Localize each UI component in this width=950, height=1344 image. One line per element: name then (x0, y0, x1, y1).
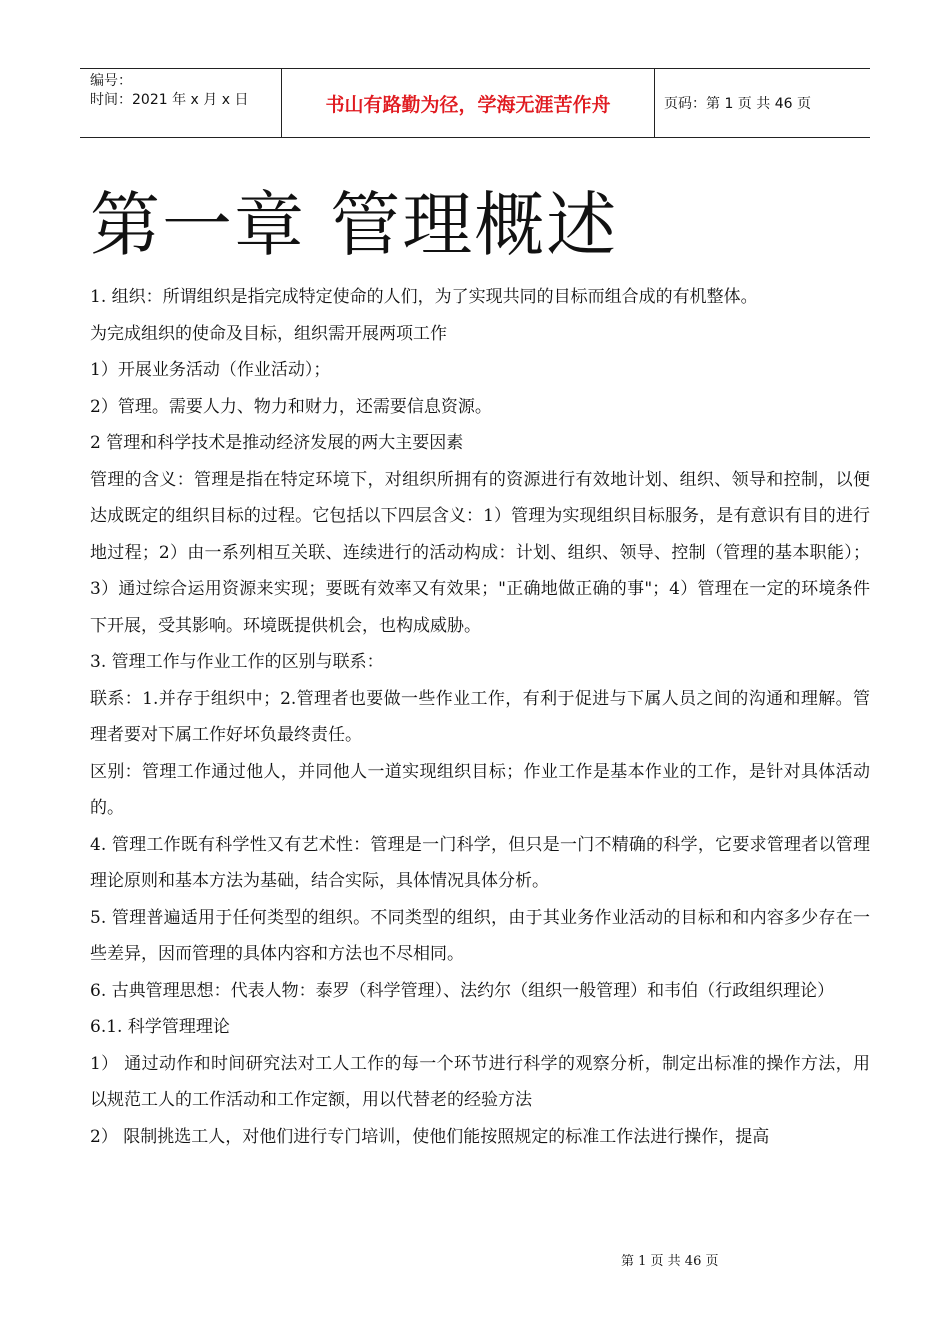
page-footer: 第 1 页 共 46 页 (621, 1254, 719, 1269)
paragraph: 2 管理和科学技术是推动经济发展的两大主要因素 (90, 433, 464, 453)
paragraph: 5. 管理普遍适用于任何类型的组织。不同类型的组织，由于其业务作业活动的目标和和内容多少存在一些差异，因而管理的具体内容和方法也不尽相同。 (90, 907, 870, 964)
paragraph: 联系：1.并存于组织中；2.管理者也要做一些作业工作，有利于促进与下属人员之间的沟通和理解。管理者要对下属工作好坏负最终责任。 (90, 688, 870, 745)
document-header (80, 68, 870, 138)
paragraph: 4. 管理工作既有科学性又有艺术性：管理是一门科学，但只是一门不精确的科学，它要求管理者以管理理论原则和基本方法为基础，结合实际，具体情况具体分析。 (90, 834, 870, 891)
date-label: 时间：2021 年 x 月 x 日 (90, 92, 249, 108)
header-page-info: 页码：第 1 页 共 46 页 (664, 96, 811, 112)
paragraph: 6. 古典管理思想：代表人物：泰罗（科学管理）、法约尔（组织一般管理）和韦伯（行政组织理论） (90, 980, 835, 1001)
paragraph: 3. 管理工作与作业工作的区别与联系： (90, 652, 384, 672)
body-text (90, 279, 870, 1155)
header-meta (80, 69, 281, 137)
paragraph: 1. 组织：所谓组织是指完成特定使命的人们，为了实现共同的目标而组合成的有机整体。 (90, 287, 758, 307)
header-motto: 书山有路勤为径，学海无涯苦作舟 (281, 69, 655, 137)
paragraph: 2）管理。需要人力、物力和财力，还需要信息资源。 (90, 396, 492, 417)
paragraph: 1） 通过动作和时间研究法对工人工作的每一个环节进行科学的观察分析，制定出标准的操作方法，用以规范工人的工作活动和工作定额，用以代替老的经验方法 (90, 1053, 870, 1110)
paragraph: 6.1. 科学管理理论 (90, 1017, 230, 1037)
code-label: 编号： (90, 73, 132, 89)
paragraph: 为完成组织的使命及目标，组织需开展两项工作 (90, 323, 447, 344)
paragraph: 1）开展业务活动（作业活动）； (90, 360, 331, 380)
paragraph: 区别：管理工作通过他人，并同他人一道实现组织目标；作业工作是基本作业的工作，是针对具体活动的。 (90, 761, 870, 818)
chapter-title: 第一章 管理概述 (90, 184, 619, 266)
paragraph: 2） 限制挑选工人，对他们进行专门培训，使他们能按照规定的标准工作法进行操作，提高 (90, 1126, 770, 1147)
paragraph: 管理的含义：管理是指在特定环境下，对组织所拥有的资源进行有效地计划、组织、领导和控制，以便达成既定的组织目标的过程。它包括以下四层含义：1）管理为实现组织目标服务，是有意识有目的进行地过程；2）由一系列相互关联、连续进行的活动构成：计划、组织、领导、控制（管理的基本职能）；3）通过综合运用资源来实现；要既有效率又有效果；"正确地做正确的事"；4）管理在一定的环境条件下开展，受其影响。环境既提供机会，也构成威胁。 (90, 469, 870, 636)
